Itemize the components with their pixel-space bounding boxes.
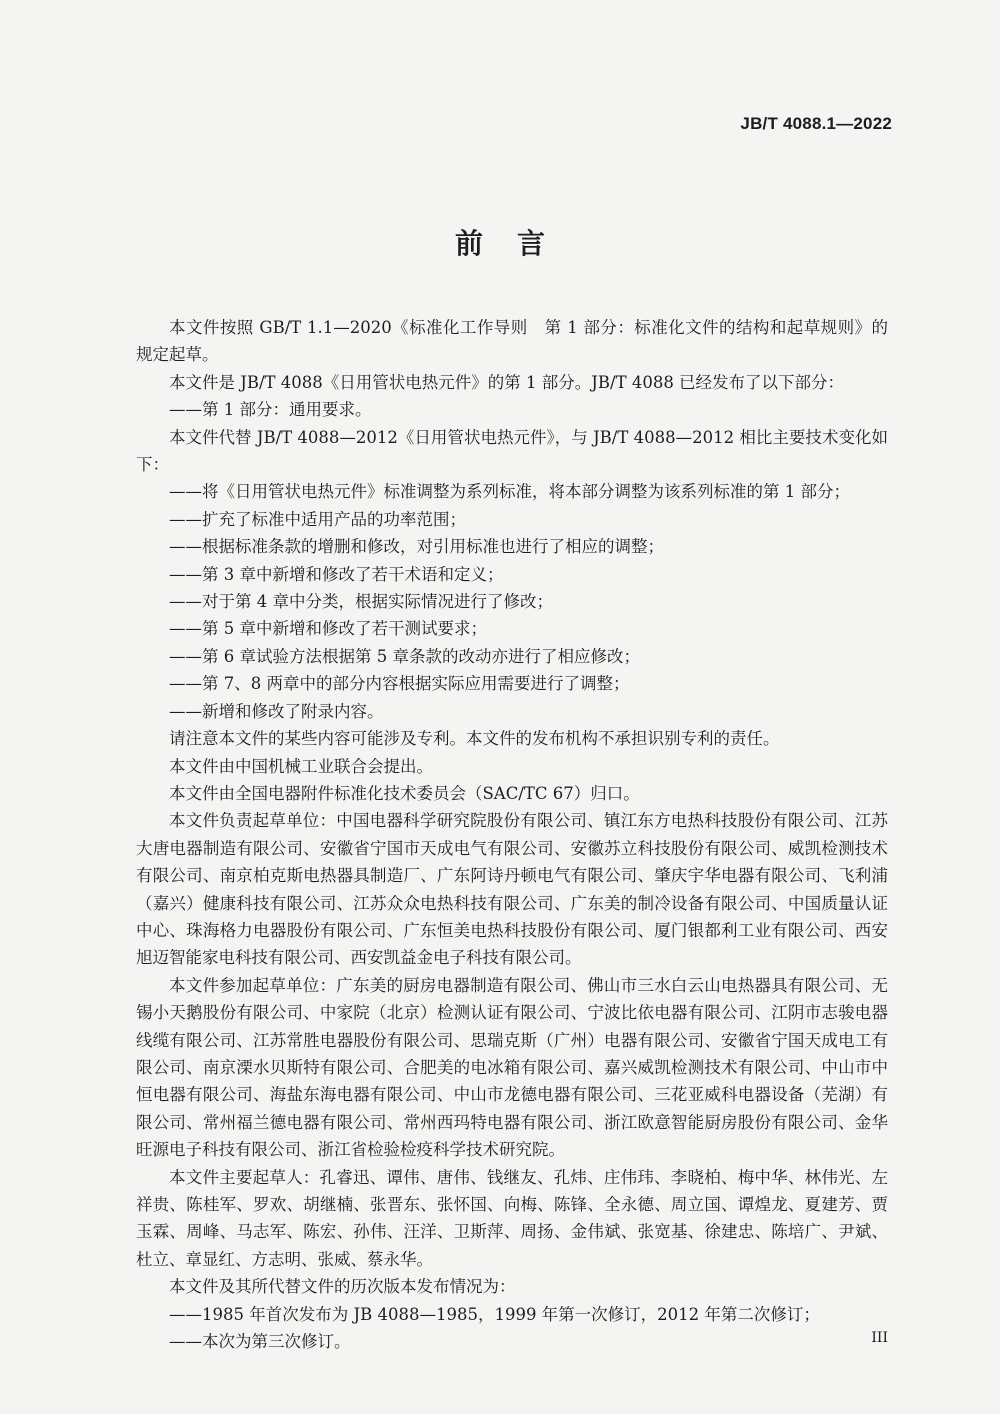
paragraph-version-history: 本文件及其所代替文件的历次版本发布情况为：	[169, 1277, 516, 1297]
list-item: ——第 7、8 两章中的部分内容根据实际应用需要进行了调整；	[169, 674, 630, 694]
list-item: ——第 1 部分：通用要求。	[169, 400, 372, 420]
paragraph-participating-drafters: 本文件参加起草单位：广东美的厨房电器制造有限公司、佛山市三水白云山电热器具有限公司、无锡小天鹅股份有限公司、中家院（北京）检测认证有限公司、宁波比依电器有限公司、江阴市志骏电器线缆有限公司、江苏常胜电器股份有限公司、思瑞克斯（广州）电器有限公司、安徽省宁国天成电工有限公司、南京溧水贝斯特有限公司、合肥美的电冰箱有限公司、嘉兴威凯检测技术有限公司、中山市中恒电器有限公司、海盐东海电器有限公司、中山市龙德电器有限公司、三花亚威科电器设备（芜湖）有限公司、常州福兰德电器有限公司、常州西玛特电器有限公司、浙江欧意智能厨房股份有限公司、金华旺源电子科技有限公司、浙江省检验检疫科学技术研究院。	[136, 975, 888, 1160]
list-item: ——本次为第三次修订。	[169, 1332, 351, 1352]
paragraph-drafting-basis: 本文件按照 GB/T 1.1—2020《标准化工作导则 第 1 部分：标准化文件的结构和起草规则》的规定起草。	[136, 318, 888, 365]
list-item: ——新增和修改了附录内容。	[169, 701, 384, 721]
paragraph-patent-notice: 请注意本文件的某些内容可能涉及专利。本文件的发布机构不承担识别专利的责任。	[169, 729, 780, 749]
document-body	[136, 314, 888, 1355]
standard-number: JB/T 4088.1—2022	[740, 114, 892, 133]
paragraph-lead-drafters: 本文件负责起草单位：中国电器科学研究院股份有限公司、镇江东方电热科技股份有限公司、江苏大唐电器制造有限公司、安徽省宁国市天成电气有限公司、安徽苏立科技股份有限公司、威凯检测技术有限公司、南京柏克斯电热器具制造厂、广东阿诗丹顿电气有限公司、肇庆宇华电器有限公司、飞利浦（嘉兴）健康科技有限公司、江苏众众电热科技有限公司、广东美的制冷设备有限公司、中国质量认证中心、珠海格力电器股份有限公司、广东恒美电热科技股份有限公司、厦门银都利工业有限公司、西安旭迈智能家电科技有限公司、西安凯益金电子科技有限公司。	[136, 811, 888, 968]
page-title: 前言	[454, 227, 579, 260]
list-item: ——第 6 章试验方法根据第 5 章条款的改动亦进行了相应修改；	[169, 646, 640, 666]
list-item: ——扩充了标准中适用产品的功率范围；	[169, 509, 466, 529]
page-number: III	[871, 1330, 888, 1346]
list-item: ——根据标准条款的增删和修改，对引用标准也进行了相应的调整；	[169, 537, 664, 557]
list-item: ——第 3 章中新增和修改了若干术语和定义；	[169, 564, 504, 584]
paragraph-series-part: 本文件是 JB/T 4088《日用管状电热元件》的第 1 部分。JB/T 4088 已经发布了以下部分：	[169, 372, 845, 392]
list-item: ——对于第 4 章中分类，根据实际情况进行了修改；	[169, 592, 553, 612]
list-item: ——1985 年首次发布为 JB 4088—1985，1999 年第一次修订，2012 年第二次修订；	[169, 1304, 820, 1324]
paragraph-main-drafters: 本文件主要起草人：孔睿迅、谭伟、唐伟、钱继友、孔炜、庄伟玮、李晓柏、梅中华、林伟光、左祥贵、陈桂军、罗欢、胡继楠、张晋东、张怀国、向梅、陈锋、全永德、周立国、谭煌龙、夏建芳、贾玉霖、周峰、马志军、陈宏、孙伟、汪洋、卫斯萍、周扬、金伟斌、张宽基、徐建忠、陈培广、尹斌、杜立、章显红、方志明、张威、蔡永华。	[136, 1167, 888, 1269]
paragraph-proposer: 本文件由中国机械工业联合会提出。	[169, 756, 433, 776]
paragraph-committee: 本文件由全国电器附件标准化技术委员会（SAC/TC 67）归口。	[169, 783, 640, 803]
list-item: ——第 5 章中新增和修改了若干测试要求；	[169, 619, 487, 639]
paragraph-replacement: 本文件代替 JB/T 4088—2012《日用管状电热元件》，与 JB/T 4088—2012 相比主要技术变化如下：	[136, 427, 888, 475]
list-item: ——将《日用管状电热元件》标准调整为系列标准，将本部分调整为该系列标准的第 1 部分；	[169, 482, 850, 502]
